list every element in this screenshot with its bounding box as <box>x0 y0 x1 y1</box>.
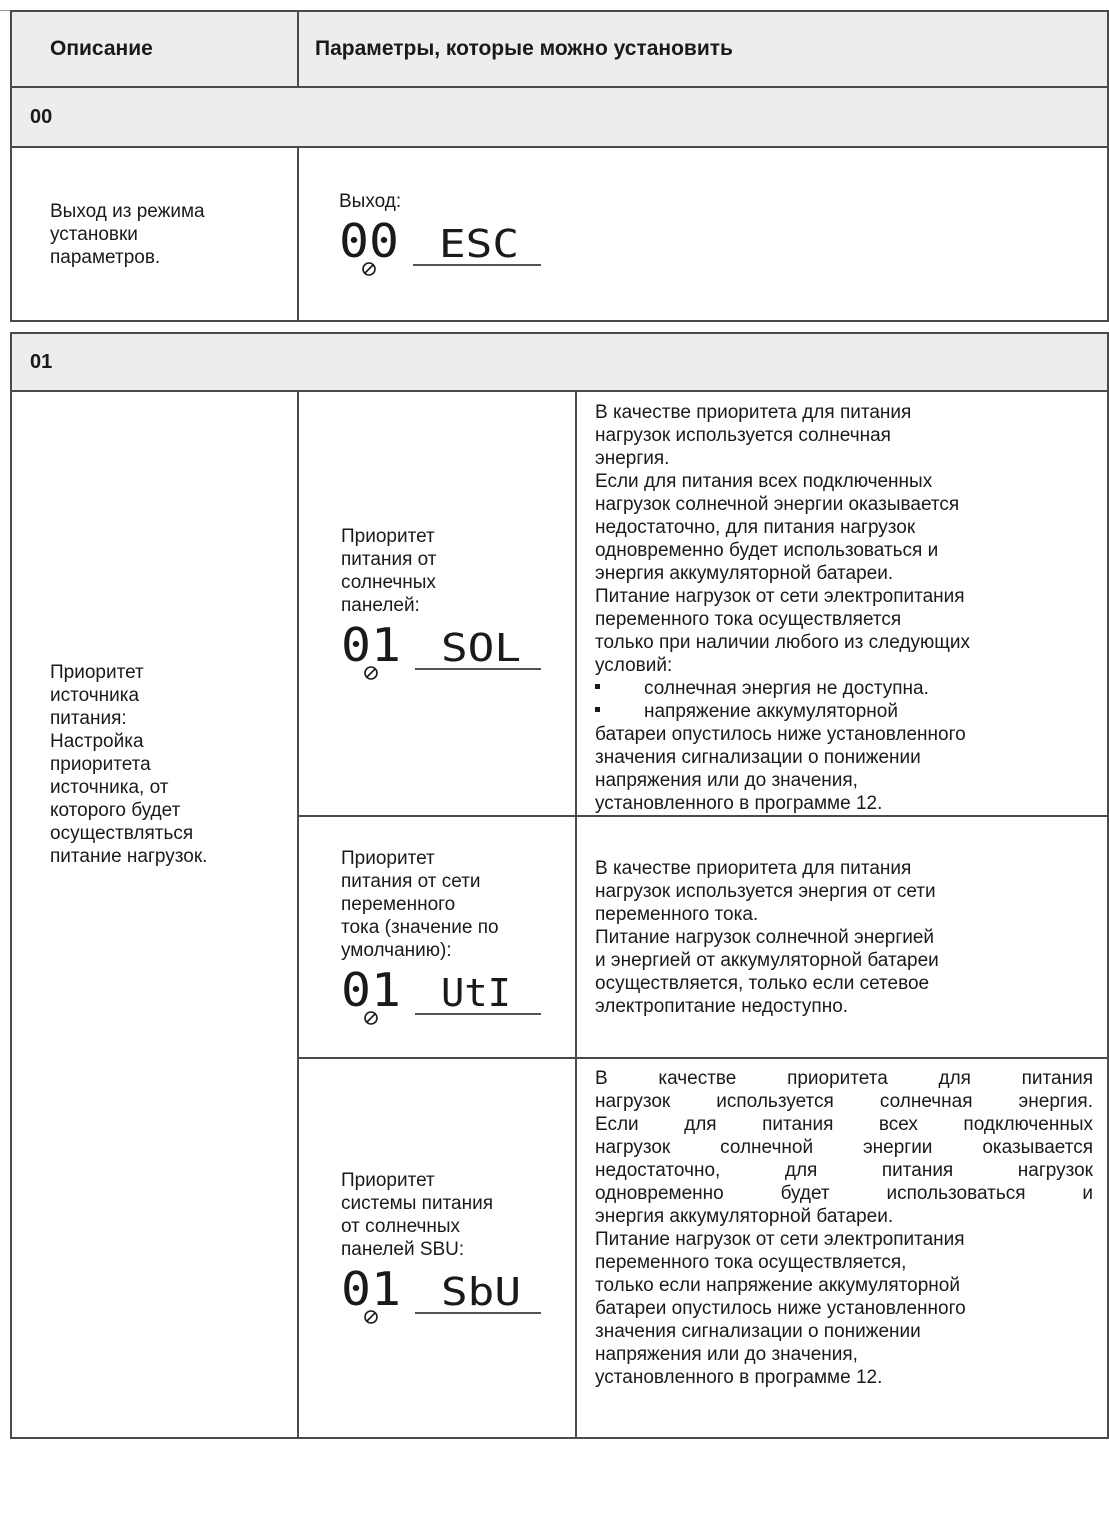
section-description-00: Выход из режима установки параметров. <box>11 147 298 321</box>
lcd-setting-value: ESC <box>439 221 519 266</box>
option-text-utility: В качестве приоритета для питания нагрузок используется энергия от сети переменного тока. Питание нагрузок солнечной энергией и энергией от аккумуляторной батареи осуществляется, только если сетевое электропитание недоступно. <box>576 816 1108 1058</box>
bullet-item: напряжение аккумуляторной <box>595 700 1107 723</box>
section-code-00: 00 <box>11 87 1108 147</box>
lcd-setting-value: SOL <box>441 625 521 670</box>
bullet-item: солнечная энергия не доступна. <box>595 677 1107 700</box>
lcd-program-number: 01 <box>341 963 401 1017</box>
settings-table-01 <box>10 332 1109 1439</box>
option-cell-utility <box>298 816 576 1058</box>
option-text-sbu: В качестве приоритета для питания нагрузок используется солнечная энергия. Если для питания всех подключенных нагрузок солнечной энергии оказывается недостаточно, для питания нагрузок одновременно будет использоваться и энергия аккумуляторной батареи. Питание нагрузок от сети электропитания переменного тока осуществляется, только если напряжение аккумуляторной батареи опустилось ниже установленного значения сигнализации о понижении напряжения или до значения, установленного в программе 12. <box>576 1058 1108 1438</box>
lcd-program-number: 01 <box>341 618 401 672</box>
column-header-description: Описание <box>11 11 298 87</box>
lcd-setting-value: SbU <box>441 1270 521 1314</box>
column-header-parameters: Параметры, которые можно установить <box>298 11 1108 87</box>
section-code-01: 01 <box>11 333 1108 391</box>
lcd-program-number: 01 <box>341 1263 401 1316</box>
section-description-01: Приоритет источника питания: Настройка приоритета источника, от которого будет осуществляться питание нагрузок. <box>11 391 298 1438</box>
option-text-solar: В качестве приоритета для питания нагрузок используется солнечная энергия. Если для питания всех подключенных нагрузок солнечной энергии оказывается недостаточно, для питания нагрузок одновременно будет использоваться и энергия аккумуляторной батареи. Питание нагрузок от сети электропитания переменного тока осуществляется только при наличии любого из следующих условий: солнечная энергия не доступна. напряжение аккумуляторной батареи опустилось ниже установленного значения сигнализации о понижении напряжения или до значения, установленного в программе 12. <box>576 391 1108 816</box>
lcd-display-exit <box>339 215 1107 279</box>
lcd-setting-value: UtI <box>441 970 511 1015</box>
option-label-solar: Приоритет питания от солнечных панелей: <box>341 525 437 616</box>
settings-table-00 <box>10 10 1109 322</box>
option-label-exit: Выход: <box>339 190 402 212</box>
option-cell-exit <box>298 147 1108 321</box>
lcd-display-sbu <box>341 1263 575 1327</box>
lcd-display-utility <box>341 964 575 1028</box>
lcd-display-solar <box>341 619 575 683</box>
lcd-program-number: 00 <box>339 214 399 268</box>
option-cell-sbu <box>298 1058 576 1438</box>
option-label-utility: Приоритет питания от сети переменного тока (значение по умолчанию): <box>341 847 499 961</box>
option-cell-solar <box>298 391 576 816</box>
option-label-sbu: Приоритет системы питания от солнечных панелей SBU: <box>341 1170 494 1260</box>
